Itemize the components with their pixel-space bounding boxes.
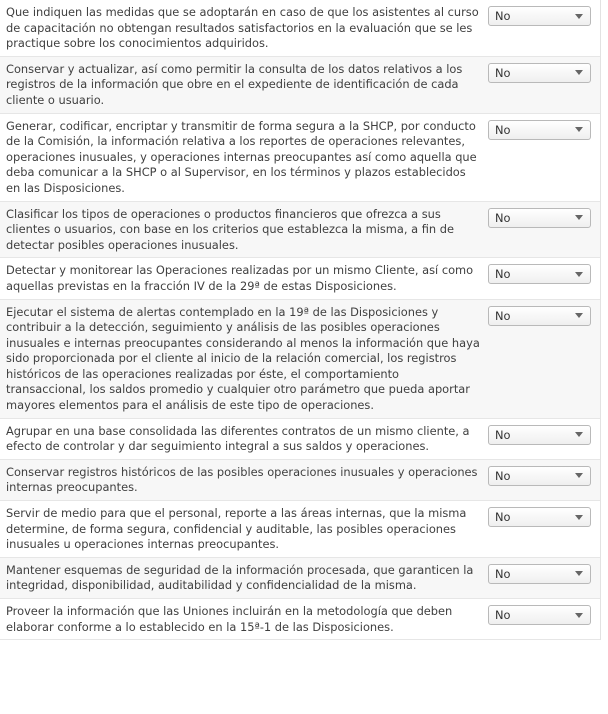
question-text: Clasificar los tipos de operaciones o productos financieros que ofrezca a sus clientes o usuarios, con base en los criterios que establezca la misma, a fin de detectar posibles operaciones inusuales. <box>6 206 454 252</box>
chevron-down-icon <box>575 432 583 437</box>
question-row <box>0 501 600 558</box>
answer-select[interactable] <box>488 425 591 445</box>
answer-select[interactable] <box>488 208 591 228</box>
answer-select[interactable] <box>488 63 591 83</box>
answer-select[interactable] <box>488 306 591 326</box>
answer-select[interactable] <box>488 120 591 140</box>
question-text: Servir de medio para que el personal, reporte a las áreas internas, que la misma determine, de forma segura, confidencial y auditable, las posibles operaciones inusuales u operaciones internas preocupantes. <box>6 506 467 552</box>
question-row <box>0 460 600 501</box>
answer-value: No <box>495 65 511 80</box>
question-row <box>0 0 600 57</box>
question-row <box>0 57 600 114</box>
question-row <box>0 599 600 640</box>
chevron-down-icon <box>575 215 583 220</box>
question-text: Agrupar en una base consolidada las diferentes contratos de un mismo cliente, a efecto de controlar y dar seguimiento integral a sus saldos y operaciones. <box>6 423 470 454</box>
answer-value: No <box>495 468 511 483</box>
chevron-down-icon <box>575 70 583 75</box>
question-text: Generar, codificar, encriptar y transmitir de forma segura a la SHCP, por conducto de la Comisión, la información relativa a los reportes de operaciones relevantes, operaciones inusuales, y operaciones internas preocupantes así como aquella que deba comunicar a la SHCP o al Supervisor, en los términos y plazos establecidos en las Disposiciones. <box>6 118 477 195</box>
answer-value: No <box>495 122 511 137</box>
chevron-down-icon <box>575 515 583 520</box>
question-text: Conservar y actualizar, así como permitir la consulta de los datos relativos a los registros de la información que obre en el expediente de identificación de cada cliente o usuario. <box>6 61 463 107</box>
answer-select[interactable] <box>488 264 591 284</box>
answer-value: No <box>495 210 511 225</box>
answer-select[interactable] <box>488 507 591 527</box>
question-row <box>0 558 600 599</box>
answer-select[interactable] <box>488 564 591 584</box>
question-row <box>0 300 600 419</box>
question-text: Detectar y monitorear las Operaciones realizadas por un mismo Cliente, así como aquellas previstas en la fracción IV de la 29ª de estas Disposiciones. <box>6 263 474 293</box>
answer-select[interactable] <box>488 6 591 26</box>
chevron-down-icon <box>575 473 583 478</box>
answer-value: No <box>495 510 511 525</box>
answer-value: No <box>495 566 511 581</box>
answer-select[interactable] <box>488 605 591 625</box>
question-text: Que indiquen las medidas que se adoptarán en caso de que los asistentes al curso de capacitación no obtengan resultados satisfactorios en la evaluación que se les practique sobre los conocimientos adquiridos. <box>6 5 479 51</box>
chevron-down-icon <box>575 571 583 576</box>
answer-value: No <box>495 9 511 23</box>
question-text: Proveer la información que las Uniones incluirán en la metodología que deben elaborar conforme a lo establecido en la 15ª-1 de las Disposiciones. <box>6 604 453 634</box>
question-text: Ejecutar el sistema de alertas contemplado en la 19ª de las Disposiciones y contribuir a la detección, seguimiento y análisis de las posibles operaciones inusuales e internas preocupantes considerando al menos la información que haya sido proporcionada por el cliente al inicio de la relación comercial, los registros históricos de las operaciones realizadas por éste, el comportamiento transaccional, los saldos promedio y cualquier otro parámetro que pueda aportar mayores elementos para el análisis de este tipo de operaciones. <box>6 304 480 413</box>
answer-value: No <box>495 308 511 323</box>
chevron-down-icon <box>575 313 583 318</box>
question-row <box>0 419 600 460</box>
question-row <box>0 114 600 202</box>
answer-value: No <box>495 267 511 282</box>
answer-select[interactable] <box>488 466 591 486</box>
chevron-down-icon <box>575 272 583 277</box>
answer-value: No <box>495 427 511 442</box>
question-row <box>0 258 600 299</box>
question-text: Mantener esquemas de seguridad de la información procesada, que garanticen la integridad, disponibilidad, auditabilidad y confidencialidad de la misma. <box>6 562 474 593</box>
question-text: Conservar registros históricos de las posibles operaciones inusuales y operaciones internas preocupantes. <box>6 464 478 495</box>
chevron-down-icon <box>575 613 583 618</box>
chevron-down-icon <box>575 14 583 19</box>
chevron-down-icon <box>575 127 583 132</box>
answer-value: No <box>495 608 511 622</box>
question-row <box>0 202 600 259</box>
